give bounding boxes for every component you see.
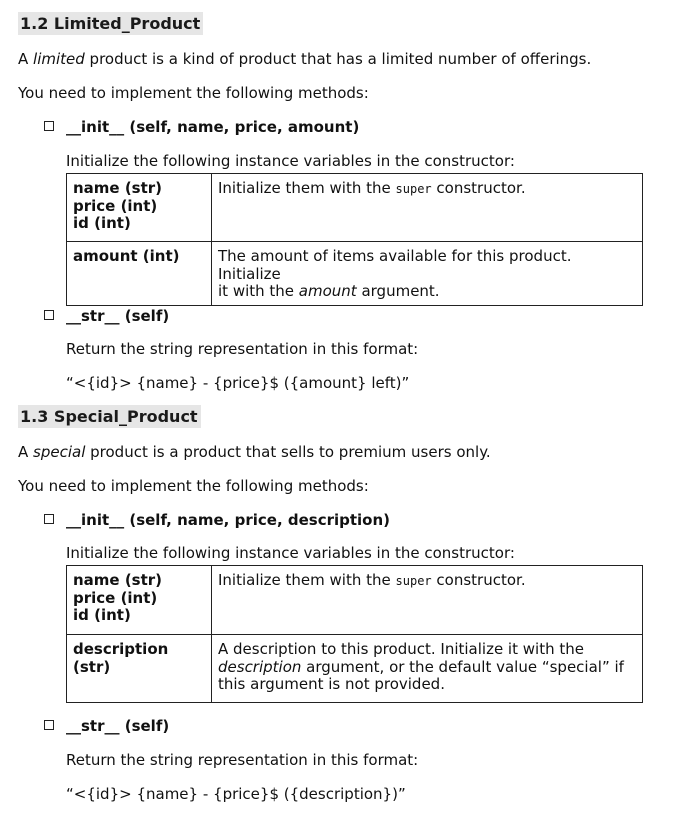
checkbox-bullet-icon <box>44 720 54 730</box>
method-str-item: __str__ (self) <box>44 717 169 735</box>
section-heading-special-product: 1.3 Special_Product <box>18 405 201 428</box>
special-product-intro: A special product is a product that sells to premium users only. <box>18 443 491 461</box>
checkbox-bullet-icon <box>44 121 54 131</box>
table-row <box>67 635 643 703</box>
str-format: “<{id}> {name} - {price}$ ({description})” <box>66 785 406 803</box>
method-init-item: __init__ (self, name, price, description) <box>44 511 390 529</box>
table-cell-desc: A description to this product. Initialize it with the description argument, or the default value “special” if this argument is not provided. <box>212 635 643 703</box>
table-row <box>67 566 643 635</box>
table-row <box>67 174 643 242</box>
str-description: Return the string representation in this format: <box>66 340 419 358</box>
table-cell-vars: amount (int) <box>67 242 212 306</box>
section-heading-limited-product: 1.2 Limited_Product <box>18 12 203 35</box>
checkbox-bullet-icon <box>44 310 54 320</box>
table-cell-vars: name (str) price (int) id (int) <box>67 566 212 635</box>
methods-intro: You need to implement the following methods: <box>18 84 369 102</box>
limited-product-variables-table <box>66 173 643 306</box>
str-format: “<{id}> {name} - {price}$ ({amount} left)” <box>66 374 410 392</box>
limited-product-intro: A limited product is a kind of product that has a limited number of offerings. <box>18 50 592 68</box>
init-description: Initialize the following instance variables in the constructor: <box>66 152 515 170</box>
table-cell-vars: name (str) price (int) id (int) <box>67 174 212 242</box>
table-cell-vars: description (str) <box>67 635 212 703</box>
str-description: Return the string representation in this format: <box>66 751 419 769</box>
table-cell-desc: The amount of items available for this product. Initialize it with the amount argument. <box>212 242 643 306</box>
table-row <box>67 242 643 306</box>
init-description: Initialize the following instance variables in the constructor: <box>66 544 515 562</box>
methods-intro: You need to implement the following methods: <box>18 477 369 495</box>
method-str-item: __str__ (self) <box>44 307 169 325</box>
method-init-item: __init__ (self, name, price, amount) <box>44 118 359 136</box>
checkbox-bullet-icon <box>44 514 54 524</box>
special-product-variables-table <box>66 565 643 703</box>
table-cell-desc: Initialize them with the super constructor. <box>212 174 643 242</box>
table-cell-desc: Initialize them with the super constructor. <box>212 566 643 635</box>
